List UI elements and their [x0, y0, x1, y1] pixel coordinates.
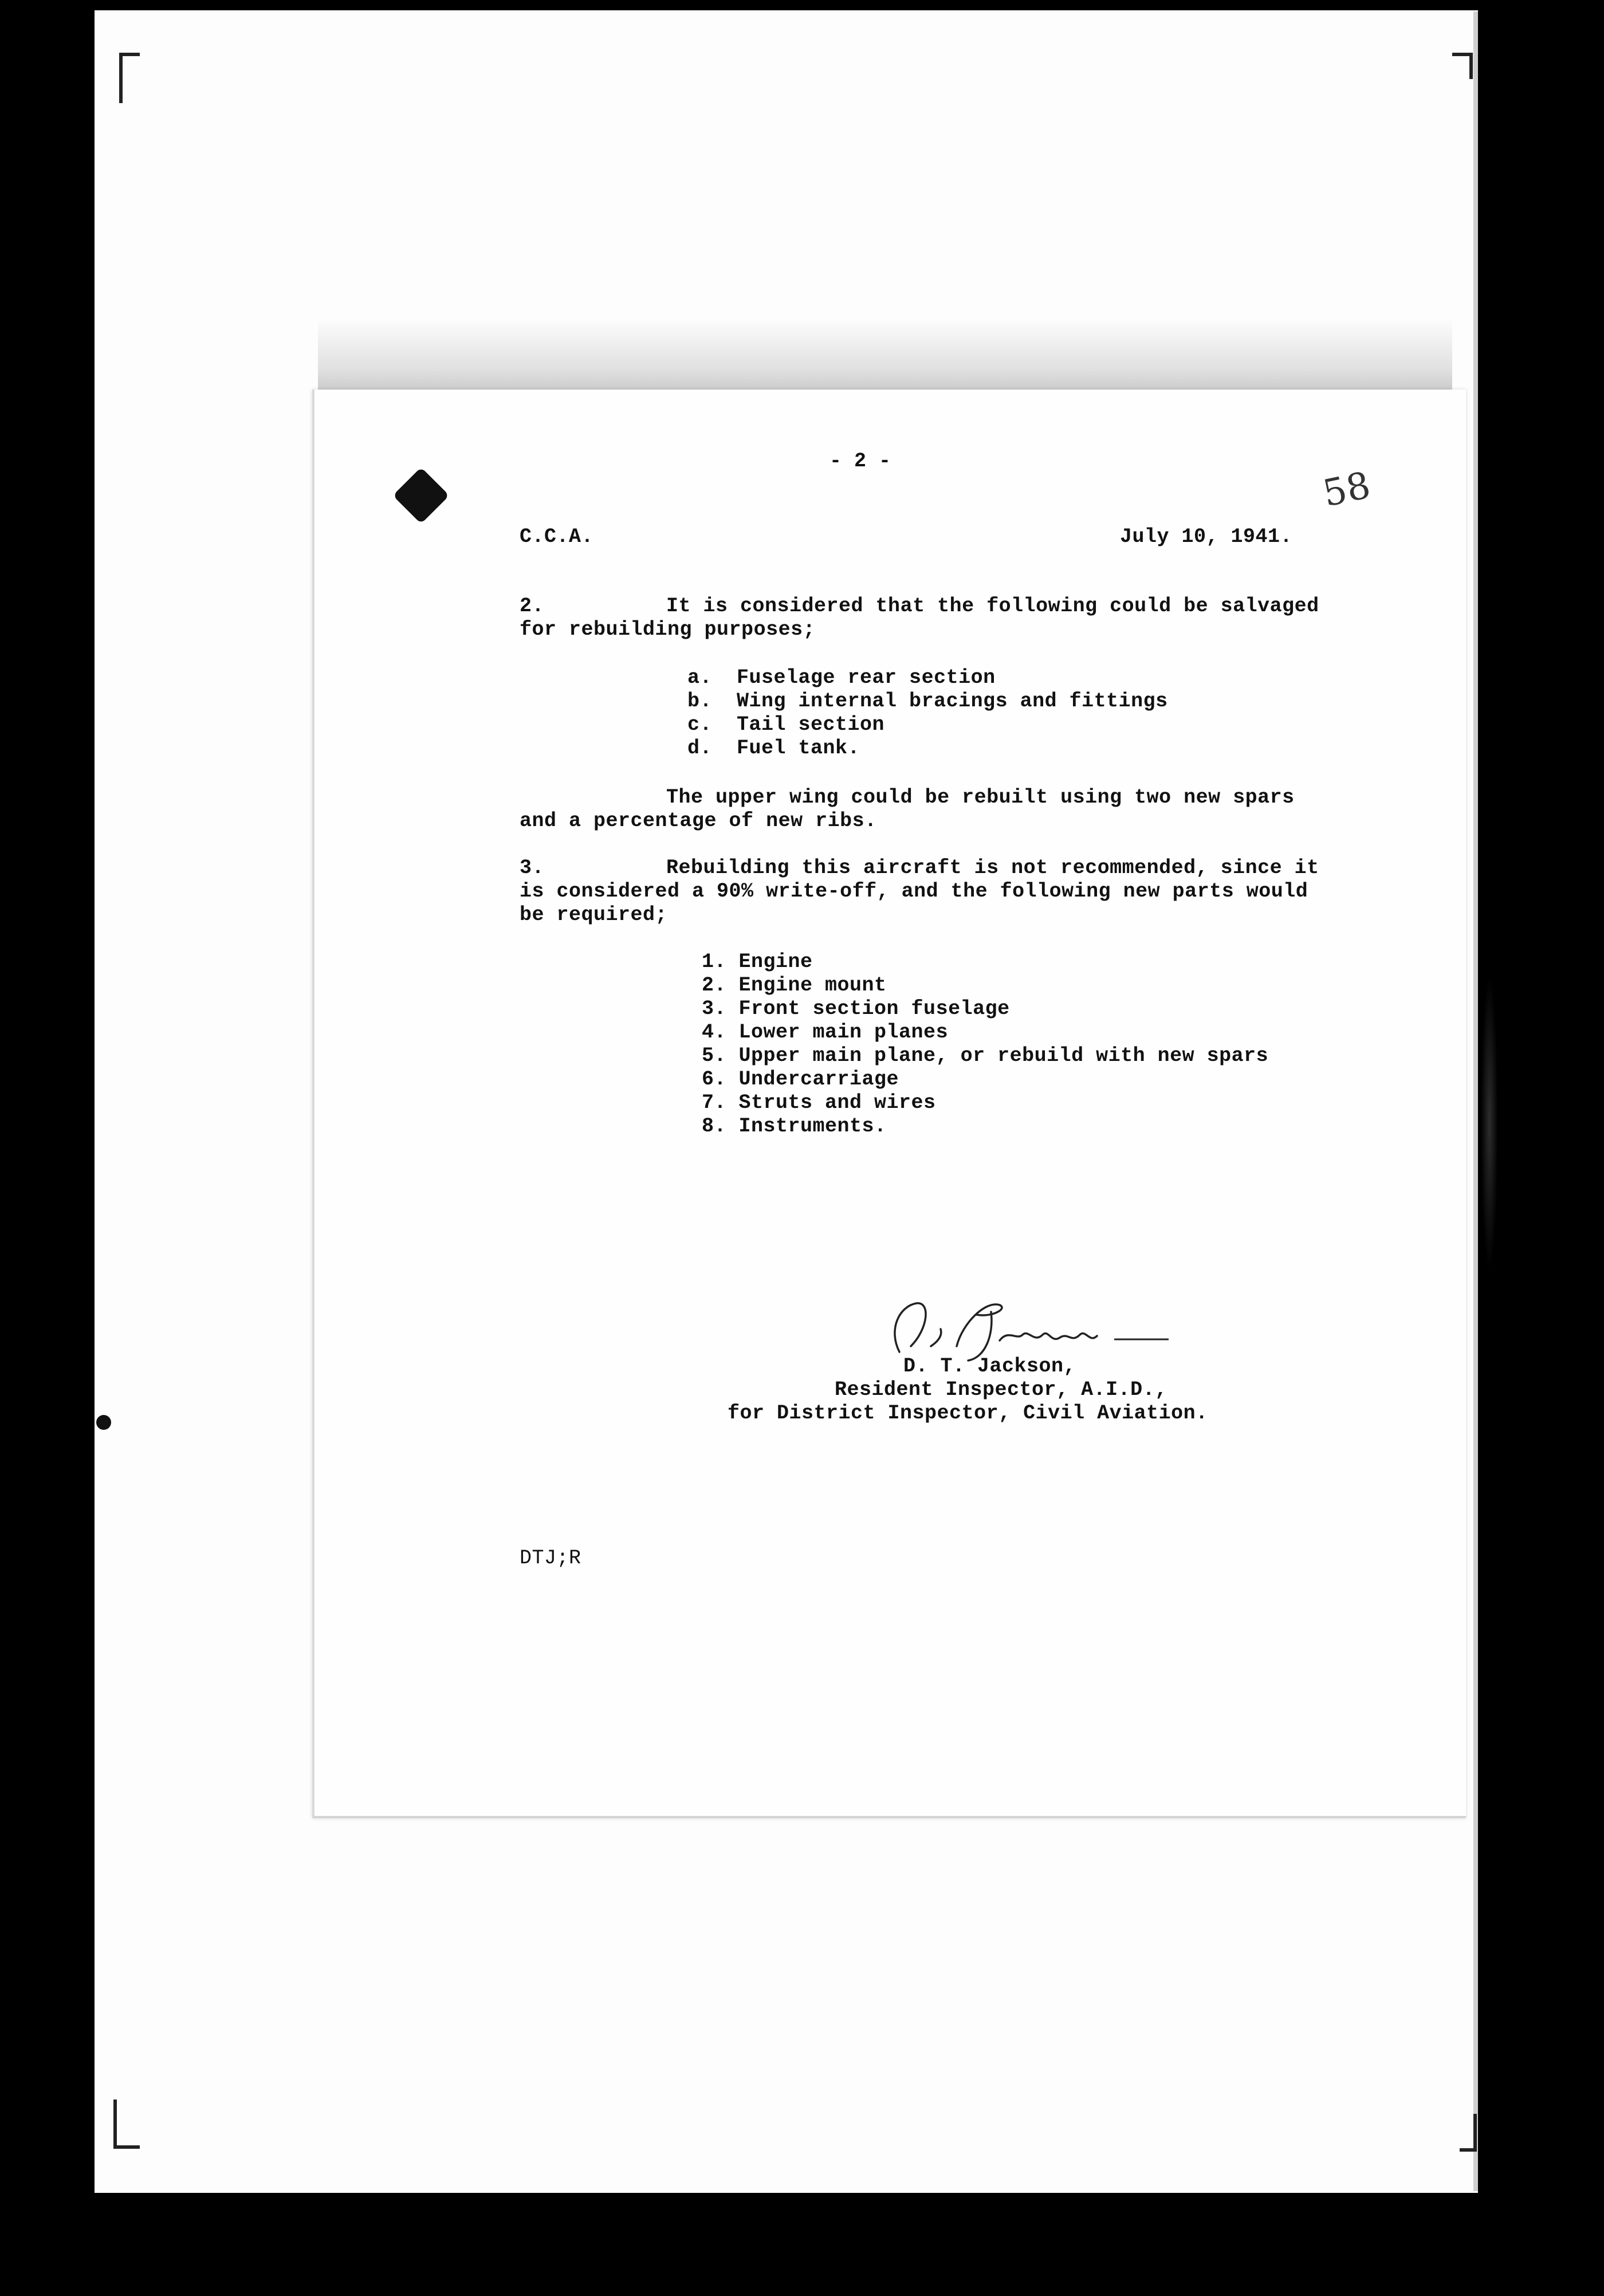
paragraph-number: 2. — [520, 595, 545, 618]
required-part-item: 3. Front section fuselage — [702, 997, 1010, 1020]
sheet-edge — [1473, 11, 1478, 2191]
crop-mark-top-right — [1452, 53, 1473, 79]
required-part-item: 5. Upper main plane, or rebuild with new spars — [702, 1044, 1269, 1067]
paragraph-text: Rebuilding this aircraft is not recommended, since it — [666, 856, 1319, 879]
salvage-item: d. Fuel tank. — [687, 737, 860, 760]
required-part-item: 6. Undercarriage — [702, 1068, 899, 1091]
required-part-item: 8. Instruments. — [702, 1115, 887, 1138]
handwritten-folio: 58 — [1319, 464, 1375, 516]
scan-stain — [1481, 974, 1498, 1272]
crop-mark-bottom-left — [113, 2100, 140, 2149]
salvage-item: b. Wing internal bracings and fittings — [687, 690, 1168, 713]
signatory-name: D. T. Jackson, — [903, 1355, 1076, 1378]
salvage-item: a. Fuselage rear section — [687, 666, 996, 689]
addressee: C.C.A. — [520, 525, 594, 548]
paragraph-text: It is considered that the following could be salvaged — [666, 595, 1319, 618]
required-part-item: 7. Struts and wires — [702, 1091, 936, 1114]
salvage-item: c. Tail section — [687, 713, 885, 736]
required-part-item: 1. Engine — [702, 950, 813, 973]
punch-hole — [96, 1415, 111, 1430]
paragraph-number: 3. — [520, 856, 545, 879]
paragraph-text: is considered a 90% write-off, and the following new parts would — [520, 880, 1308, 903]
required-part-item: 4. Lower main planes — [702, 1021, 949, 1044]
crop-mark-top-left — [119, 53, 140, 103]
paragraph-text: be required; — [520, 903, 668, 926]
handwritten-signature — [876, 1289, 1174, 1363]
signatory-for-line: for District Inspector, Civil Aviation. — [728, 1402, 1208, 1425]
letter-date: July 10, 1941. — [1120, 525, 1293, 548]
page-number: - 2 - — [829, 450, 891, 473]
reference-initials: DTJ;R — [520, 1547, 581, 1570]
crop-mark-bottom-right — [1460, 2114, 1477, 2152]
signatory-title: Resident Inspector, A.I.D., — [835, 1378, 1167, 1401]
paper-smudge — [318, 318, 1452, 392]
required-part-item: 2. Engine mount — [702, 974, 887, 997]
paragraph-text: and a percentage of new ribs. — [520, 809, 877, 832]
paragraph-text: for rebuilding purposes; — [520, 618, 816, 641]
paragraph-text: The upper wing could be rebuilt using two new spars — [666, 786, 1295, 809]
